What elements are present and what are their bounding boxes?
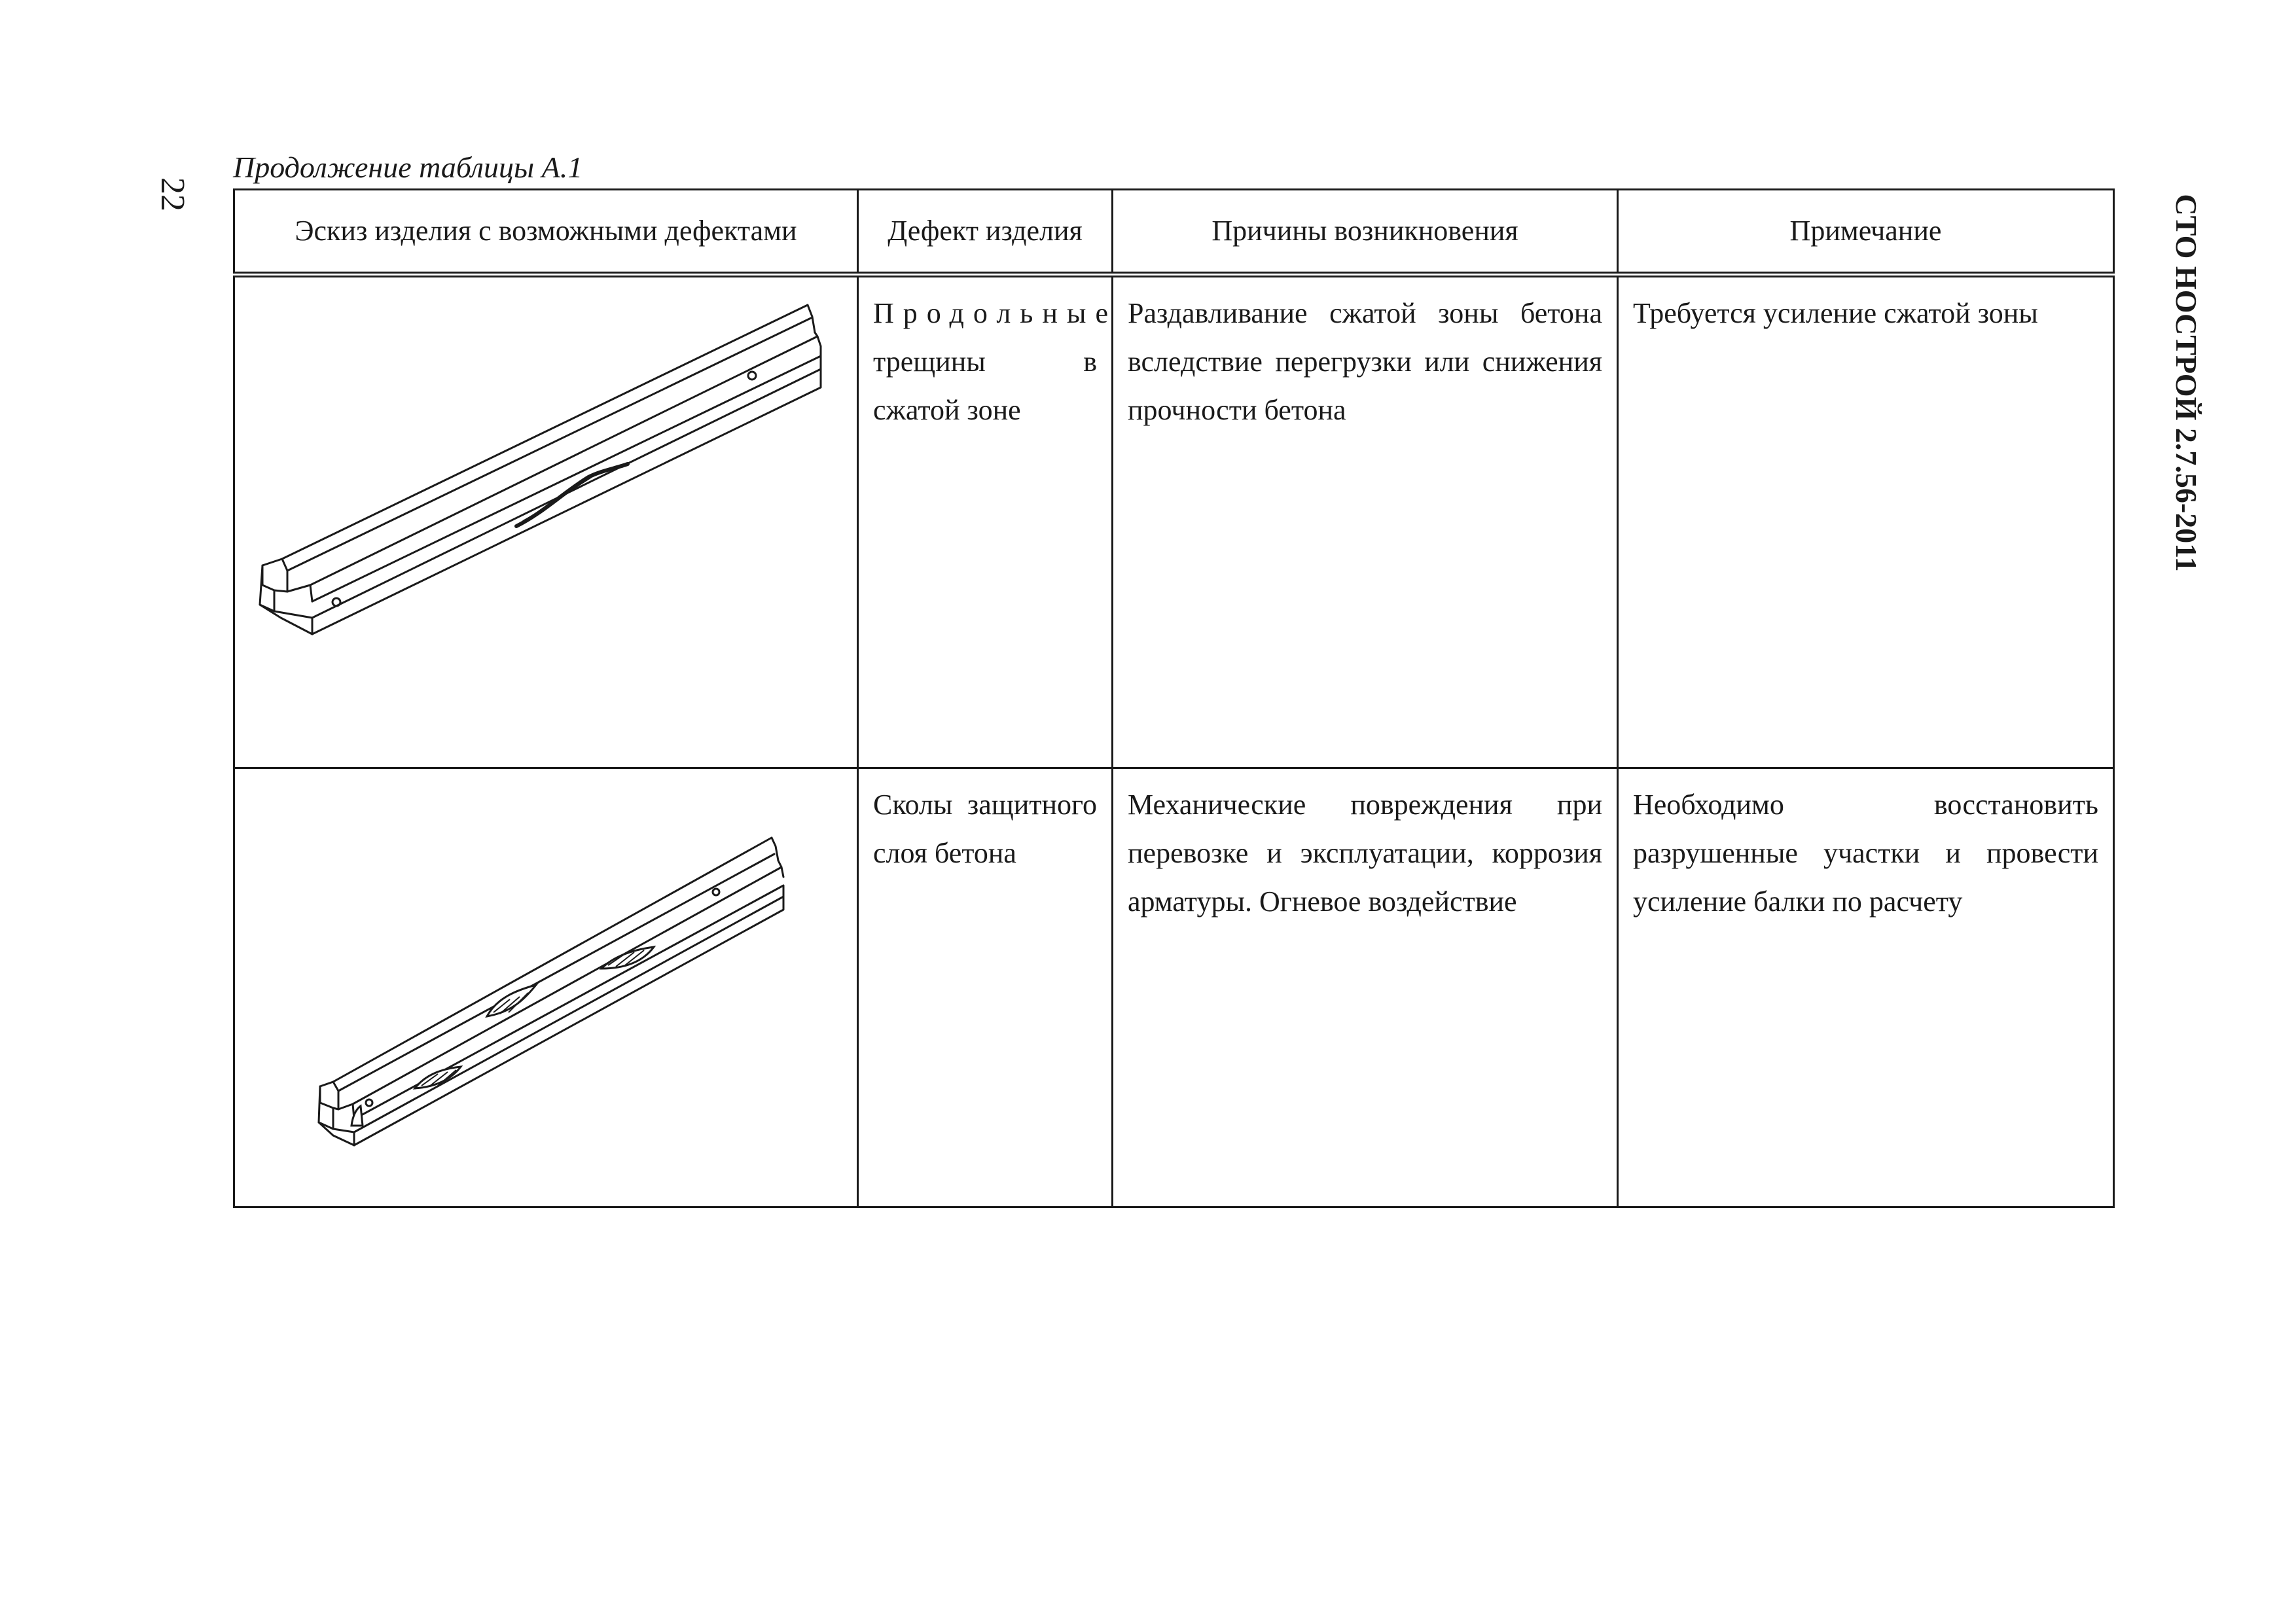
table-row [234,275,2114,768]
header-causes: Причины возникновения [1113,190,1618,275]
beam-longitudinal-crack-sketch [235,277,854,755]
defect-cell: Сколы защитного слоя бетона [858,768,1113,1207]
note-cell: Необходимо восстановить разрушенные участки и провести усиление балки по расчету [1618,768,2114,1207]
sketch-cell [234,768,858,1207]
header-defect: Дефект изделия [858,190,1113,275]
header-sketch: Эскиз изделия с возможными дефектами [234,190,858,275]
spall-marks [351,947,654,1126]
note-cell: Требуется усиление сжатой зоны [1618,275,2114,768]
document-code: СТО НОСТРОЙ 2.7.56-2011 [2170,194,2203,572]
header-note: Примечание [1618,190,2114,275]
defect-cell [858,275,1117,768]
sketch-cell [234,275,858,768]
beam-spalling-sketch [235,769,854,1194]
page-number: 22 [154,177,191,211]
defect-text-line1: Продольные [873,297,1117,329]
causes-cell: Механические повреждения при перевозке и эксплуатации, коррозия арматуры. Огневое воздействие [1113,768,1618,1207]
defects-table [233,188,2115,1208]
table-caption: Продолжение таблицы А.1 [233,151,583,184]
table-row [234,768,2114,1207]
defect-text: трещины в сжатой зоне [873,346,1097,426]
table-header-row [234,190,2114,275]
causes-cell: Раздавливание сжатой зоны бетона вследствие перегрузки или снижения прочности бетона [1113,275,1618,768]
